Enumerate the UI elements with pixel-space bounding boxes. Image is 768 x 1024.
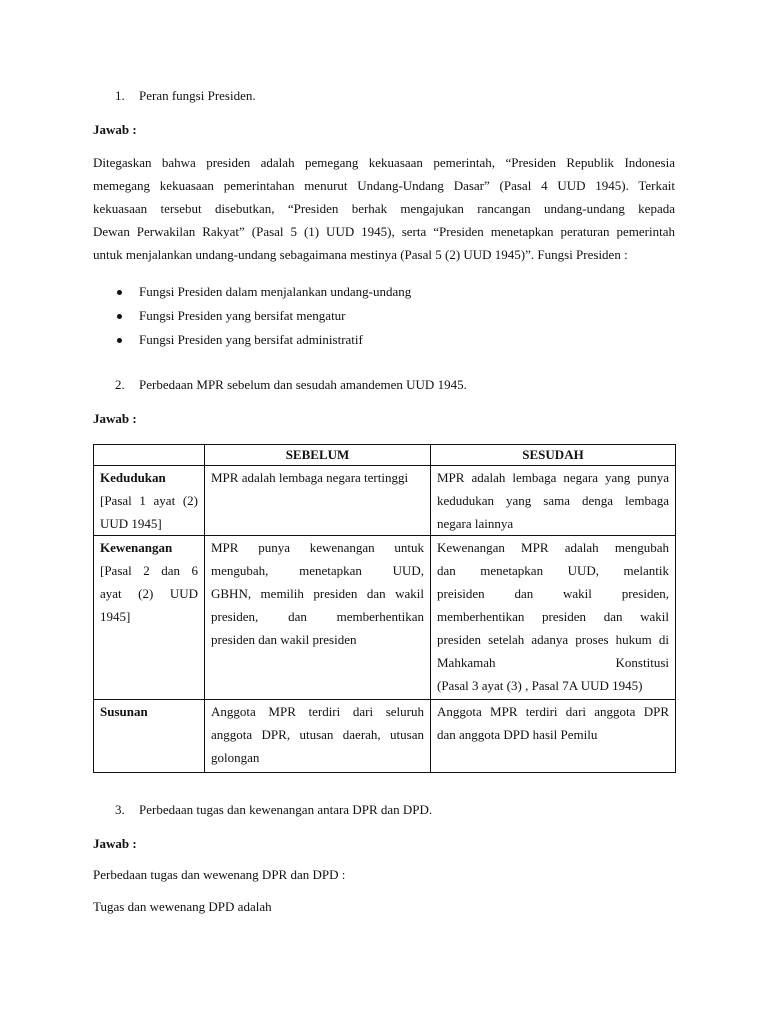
jawab-label-1: Jawab : [93, 122, 137, 137]
q3-text: Perbedaan tugas dan kewenangan antara DPR dan DPD. [139, 802, 433, 817]
row-label-cell [94, 700, 205, 773]
row-label-cell [94, 536, 205, 700]
list-item-text: Fungsi Presiden dalam menjalankan undang-undang [139, 284, 412, 299]
cell-line: MPR adalah lembaga negara tertinggi [211, 470, 409, 485]
cell-line: dan menetapkan UUD, melantik [437, 563, 669, 578]
paragraph-line: Dewan Perwakilan Rakyat” (Pasal 5 (1) UUD 1945), serta “Presiden menetapkan peraturan pemerintah [93, 224, 675, 239]
cell-line: (Pasal 3 ayat (3) , Pasal 7A UUD 1945) [437, 678, 643, 693]
sebelum-cell [205, 466, 431, 536]
row-label-title: Kewenangan [100, 540, 173, 555]
q1-text: Peran fungsi Presiden. [139, 88, 256, 103]
paragraph-line: kekuasaan tersebut disebutkan, “Presiden berhak mengajukan rancangan undang-undang kepada [93, 201, 675, 216]
q1-number: 1. [115, 88, 125, 103]
answer-3-line-1: Perbedaan tugas dan wewenang DPR dan DPD : [93, 867, 346, 882]
answer-1-paragraph [93, 151, 675, 266]
cell-line: presiden dan wakil presiden [211, 632, 357, 647]
table-header-empty [94, 445, 205, 466]
cell-line: Anggota MPR terdiri dari anggota DPR [437, 704, 669, 719]
jawab-label-2: Jawab : [93, 411, 137, 426]
paragraph-line: Ditegaskan bahwa presiden adalah pemegang kekuasaan pemerintah, “Presiden Republik Indonesia [93, 155, 675, 170]
cell-line: MPR punya kewenangan untuk [211, 540, 424, 555]
cell-line: Anggota MPR terdiri dari seluruh [211, 704, 424, 719]
mpr-comparison-table [93, 444, 676, 773]
table-header-sesudah: SESUDAH [431, 445, 676, 466]
cell-line: preisiden dan wakil presiden, [437, 586, 669, 601]
list-item [93, 307, 411, 331]
jawab-label-3: Jawab : [93, 836, 137, 851]
sesudah-cell [431, 536, 676, 700]
list-item [93, 283, 411, 307]
cell-line: kedudukan yang sama denga lembaga [437, 493, 669, 508]
row-label-line: [Pasal 1 ayat (2) [100, 493, 198, 508]
list-item-text: Fungsi Presiden yang bersifat administratif [139, 332, 363, 347]
table-header-sebelum: SEBELUM [205, 445, 431, 466]
cell-line: negara lainnya [437, 516, 514, 531]
cell-line: GBHN, memilih presiden dan wakil [211, 586, 424, 601]
row-label-line: 1945] [100, 609, 131, 624]
bullet-icon [117, 338, 122, 343]
cell-line: memberhentikan presiden dan wakil [437, 609, 669, 624]
sebelum-cell [205, 700, 431, 773]
answer-3-line-2: Tugas dan wewenang DPD adalah [93, 899, 272, 914]
q2-number: 2. [115, 377, 125, 392]
table-row [94, 700, 676, 773]
bullet-icon [117, 314, 122, 319]
q3-number: 3. [115, 802, 125, 817]
q2-text: Perbedaan MPR sebelum dan sesudah amandemen UUD 1945. [139, 377, 467, 392]
cell-line: MPR adalah lembaga negara yang punya [437, 470, 669, 485]
row-label-title: Kedudukan [100, 470, 166, 485]
row-label-line: UUD 1945] [100, 516, 162, 531]
paragraph-line: memegang kekuasaan pemerintahan menurut Undang-Undang Dasar” (Pasal 4 UUD 1945). Terkait [93, 178, 675, 193]
cell-line: dan anggota DPD hasil Pemilu [437, 727, 598, 742]
cell-line: Mahkamah Konstitusi [437, 655, 669, 670]
table-row [94, 466, 676, 536]
cell-line: mengubah, menetapkan UUD, [211, 563, 424, 578]
paragraph-line: untuk menjalankan undang-undang sebagaimana mestinya (Pasal 5 (2) UUD 1945)”. Fungsi Presiden : [93, 247, 628, 262]
fungsi-presiden-list [93, 283, 411, 355]
cell-line: golongan [211, 750, 260, 765]
list-item-text: Fungsi Presiden yang bersifat mengatur [139, 308, 346, 323]
table-header-row [94, 445, 676, 466]
list-item [93, 331, 411, 355]
row-label-line: [Pasal 2 dan 6 [100, 563, 198, 578]
cell-line: presiden setelah adanya proses hukum di [437, 632, 669, 647]
row-label-line: ayat (2) UUD [100, 586, 198, 601]
table-row [94, 536, 676, 700]
bullet-icon [117, 290, 122, 295]
sebelum-cell [205, 536, 431, 700]
cell-line: presiden, dan memberhentikan [211, 609, 424, 624]
row-label-cell [94, 466, 205, 536]
row-label-title: Susunan [100, 704, 148, 719]
cell-line: anggota DPR, utusan daerah, utusan [211, 727, 424, 742]
sesudah-cell [431, 700, 676, 773]
cell-line: Kewenangan MPR adalah mengubah [437, 540, 669, 555]
sesudah-cell [431, 466, 676, 536]
